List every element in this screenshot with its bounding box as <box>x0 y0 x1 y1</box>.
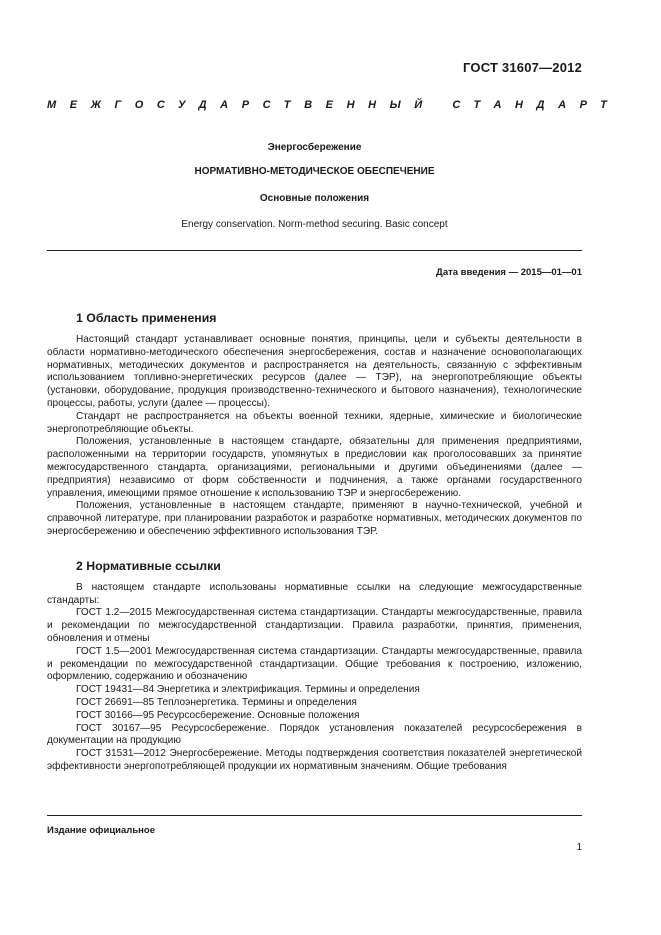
document-body <box>47 311 582 774</box>
section-heading: 1 Область применения <box>76 311 217 325</box>
header-divider <box>47 250 582 251</box>
title-block <box>47 142 582 230</box>
reference-item: ГОСТ 30167—95 Ресурсосбережение. Порядок установления показателей ресурсосбережения в документации на продукцию <box>47 722 582 747</box>
section-normative-references <box>47 559 582 774</box>
standard-type-banner: МЕЖГОСУДАРСТВЕННЫЙ СТАНДАРТ <box>47 99 621 111</box>
document-number: ГОСТ 31607—2012 <box>463 60 582 75</box>
footer-divider <box>47 815 582 816</box>
title-topic: Энергосбережение <box>267 142 362 153</box>
document-page <box>47 0 621 935</box>
paragraph: Настоящий стандарт устанавливает основные понятия, принципы, цели и субъекты деятельности в области нормативно-методического обеспечения энергосбережения, состав и назначение основополагающих нормативных, методических документов и распространяется на деятельность, связанную с эффективным использованием топливно-энергетических ресурсов (далее — ТЭР), на энергопотребляющие объекты (установки, оборудование, продукция производственно-технического и бытового назначения), технологические процессы, работы, услуги (далее — процессы). <box>47 334 582 409</box>
title-main: НОРМАТИВНО-МЕТОДИЧЕСКОЕ ОБЕСПЕЧЕНИЕ <box>194 166 435 177</box>
paragraph: Стандарт не распространяется на объекты военной техники, ядерные, химические и биологические энергопотребляющие объекты. <box>47 410 582 435</box>
reference-item: ГОСТ 30166—95 Ресурсосбережение. Основные положения <box>76 709 360 721</box>
reference-item: ГОСТ 1.5—2001 Межгосударственная система стандартизации. Стандарты межгосударственные, правила и рекомендации по межгосударственной стандартизации. Общие требования к построению, изложению, оформлению, содержанию и обозначению <box>47 645 582 683</box>
title-subtitle: Основные положения <box>259 193 370 204</box>
page-number: 1 <box>576 842 582 853</box>
reference-item: ГОСТ 19431—84 Энергетика и электрификация. Термины и определения <box>76 684 420 696</box>
introduction-date: Дата введения — 2015—01—01 <box>436 267 582 278</box>
paragraph: В настоящем стандарте использованы нормативные ссылки на следующие межгосударственные стандарты: <box>47 581 582 606</box>
reference-item: ГОСТ 26691—85 Теплоэнергетика. Термины и определения <box>76 696 357 708</box>
paragraph: Положения, установленные в настоящем стандарте, применяют в научно-технической, учебной и справочной литературе, при планировании разработок и разработке нормативных, методических документов по энергосбережению и обеспечению эффективного использования ТЭР. <box>47 500 582 537</box>
reference-item: ГОСТ 1.2—2015 Межгосударственная система стандартизации. Стандарты межгосударственные, правила и рекомендации по межгосударственной стандартизации. Правила разработки, принятия, применения, обновления и отмены <box>47 607 582 644</box>
paragraph: Положения, установленные в настоящем стандарте, обязательны для применения предприятиями, расположенными на территории государств, упомянутых в предисловии как проголосовавших за принятие межгосударственного стандарта, организациями, региональными и другими объединениями (далее — предприятия) независимо от форм собственности и подчинения, а также органами государственного управления, имеющими прямое отношение к использованию ТЭР и энергосбережению. <box>47 436 582 499</box>
title-english: Energy conservation. Norm-method securing. Basic concept <box>181 219 448 230</box>
edition-label: Издание официальное <box>47 825 155 836</box>
reference-item: ГОСТ 31531—2012 Энергосбережение. Методы подтверждения соответствия показателей энергетической эффективности энергопотребляющей продукции их нормативным значениям. Общие требования <box>47 748 582 772</box>
section-scope <box>47 311 582 539</box>
section-heading: 2 Нормативные ссылки <box>76 558 221 573</box>
